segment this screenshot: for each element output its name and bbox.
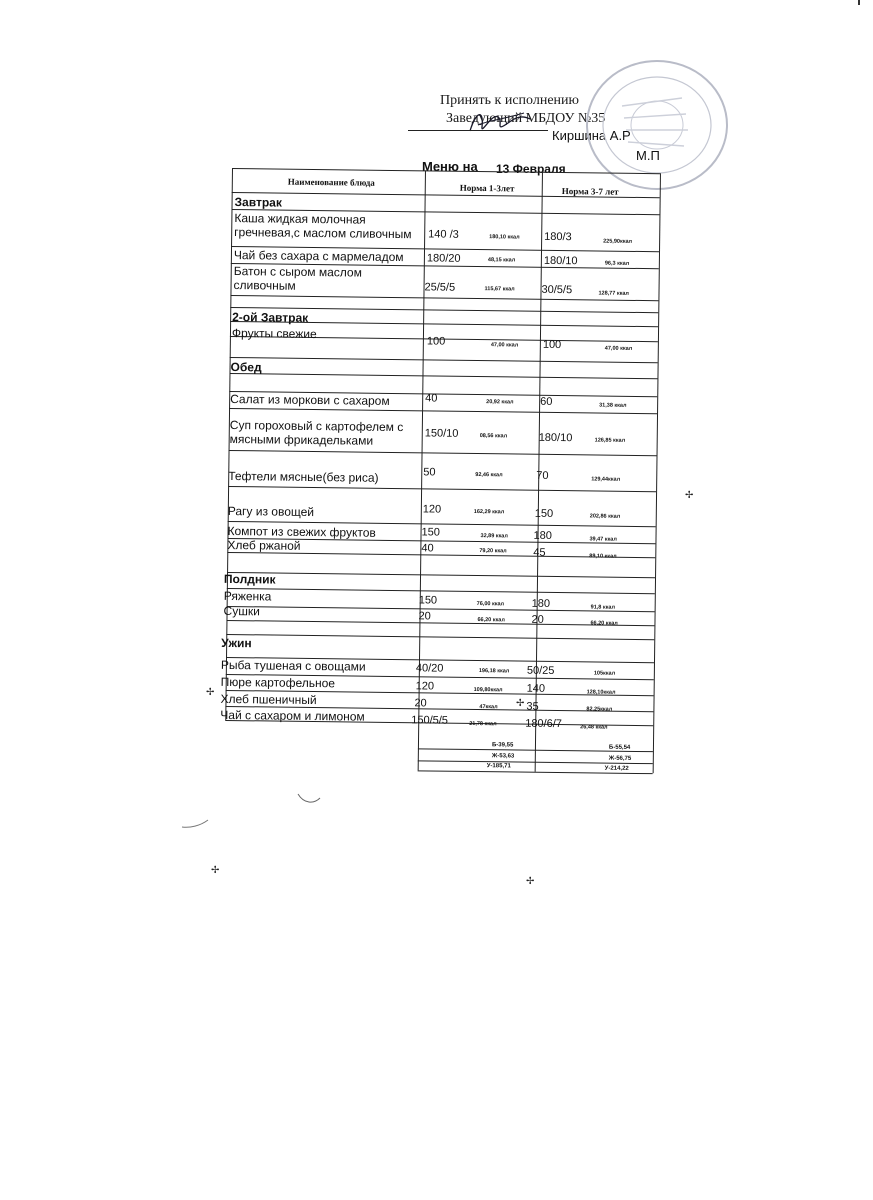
section-title-snack: Полдник bbox=[223, 571, 276, 587]
dish-kcal-young: 20,92 ккал bbox=[486, 399, 514, 406]
dish-name: Компот из свежих фруктов bbox=[227, 523, 376, 540]
dish-name: Хлеб ржаной bbox=[227, 537, 301, 553]
dish-name: Каша жидкая молочная гречневая,с маслом сливочным bbox=[234, 211, 412, 242]
margin-mark: ✢ bbox=[685, 490, 694, 501]
dish-kcal-old: 47,00 ккал bbox=[604, 345, 633, 352]
section-title-lunch: Обед bbox=[230, 359, 262, 375]
dish-portion-old: 20 bbox=[531, 613, 544, 626]
margin-mark: ✢ bbox=[211, 865, 220, 876]
dish-kcal-young: 47,00 ккал bbox=[490, 342, 519, 349]
dish-portion-old: 180/10 bbox=[543, 254, 578, 268]
dish-name: Хлеб пшеничный bbox=[220, 691, 317, 708]
dish-kcal-old: 91,8 ккал bbox=[590, 604, 615, 611]
section-title-dinner: Ужин bbox=[221, 635, 252, 651]
menu-date: 13 Февраля bbox=[496, 162, 566, 176]
dish-portion-old: 150 bbox=[534, 507, 554, 520]
dish-portion-old: 35 bbox=[526, 700, 539, 713]
total-protein-old: Б-55,54 bbox=[608, 744, 631, 751]
dish-kcal-old: 225,90ккал bbox=[603, 238, 633, 245]
dish-kcal-young: 21,78 ккал bbox=[469, 720, 497, 728]
dish-portion-young: 20 bbox=[418, 610, 431, 623]
dish-kcal-old: 82,25ккал bbox=[586, 706, 613, 713]
margin-mark: ✢ bbox=[526, 876, 535, 887]
handwritten-signature bbox=[464, 105, 534, 137]
dish-name: Чай без сахара с мармеладом bbox=[233, 248, 404, 265]
dish-portion-young: 150/5/5 bbox=[411, 714, 449, 727]
dish-portion-old: 60 bbox=[540, 395, 553, 408]
dish-kcal-old: 89,10 ккал bbox=[589, 553, 617, 560]
dish-name: Суп гороховый с картофелем с мясными фрикадельками bbox=[229, 417, 404, 448]
dish-portion-old: 180/10 bbox=[538, 431, 573, 445]
dish-name: Рыба тушеная с овощами bbox=[220, 657, 366, 674]
dish-kcal-old: 202,86 ккал bbox=[589, 513, 621, 520]
total-carbs-young: У-185,71 bbox=[486, 763, 511, 770]
dish-portion-young: 25/5/5 bbox=[424, 281, 456, 294]
dish-kcal-young: 32,89 ккал bbox=[480, 533, 508, 540]
dish-portion-old: 180/6/7 bbox=[525, 717, 563, 731]
margin-mark bbox=[296, 792, 322, 806]
approver-name: Киршина А.Р bbox=[552, 128, 631, 143]
dish-name: Тефтели мясные(без риса) bbox=[228, 468, 379, 485]
dish-kcal-young: 162,29 ккал bbox=[473, 508, 505, 516]
scan-edge-mark bbox=[858, 0, 860, 5]
signature-line bbox=[408, 130, 548, 131]
seal-place-label: М.П bbox=[636, 148, 660, 163]
section-title-second-breakfast: 2-ой Завтрак bbox=[232, 310, 309, 325]
dish-kcal-young: 92,46 ккал bbox=[475, 471, 503, 479]
total-protein-young: Б-39,55 bbox=[491, 742, 514, 749]
dish-portion-old: 70 bbox=[536, 469, 549, 482]
dish-name: Сушки bbox=[223, 603, 260, 619]
column-header-dish: Наименование блюда bbox=[287, 176, 375, 188]
dish-portion-young: 120 bbox=[415, 680, 435, 693]
dish-kcal-young: 180,10 ккал bbox=[489, 234, 520, 241]
total-fat-young: Ж-53,63 bbox=[491, 753, 515, 760]
dish-portion-young: 100 bbox=[426, 335, 446, 348]
dish-kcal-young: 08,56 ккал bbox=[479, 433, 508, 440]
dish-portion-old: 180 bbox=[531, 597, 551, 610]
menu-title: Меню на bbox=[422, 159, 478, 174]
dish-kcal-old: 26,48 ккал bbox=[580, 724, 608, 731]
dish-kcal-young: 48,15 ккал bbox=[487, 257, 516, 264]
menu-table bbox=[220, 168, 664, 774]
dish-portion-old: 140 bbox=[526, 682, 546, 695]
dish-kcal-young: 109,80ккал bbox=[473, 686, 503, 694]
dish-kcal-old: 39,47 ккал bbox=[589, 536, 617, 543]
dish-portion-young: 150 bbox=[421, 526, 440, 539]
total-fat-old: Ж-56,75 bbox=[608, 755, 632, 762]
dish-kcal-young: 66,20 ккал bbox=[477, 617, 505, 624]
dish-kcal-old: 129,44ккал bbox=[591, 476, 621, 483]
dish-name: Чай с сахаром и лимоном bbox=[220, 707, 365, 724]
dish-portion-old: 45 bbox=[533, 546, 546, 559]
dish-portion-old: 50/25 bbox=[526, 664, 555, 677]
dish-portion-old: 180 bbox=[533, 529, 552, 542]
dish-portion-young: 120 bbox=[422, 503, 442, 516]
dish-kcal-old: 96,3 ккал bbox=[604, 260, 630, 267]
dish-kcal-young: 76,00 ккал bbox=[476, 601, 505, 608]
dish-portion-young: 150/10 bbox=[424, 427, 459, 440]
dish-kcal-young: 115,67 ккал bbox=[484, 286, 515, 293]
dish-portion-old: 180/3 bbox=[544, 230, 572, 244]
dish-name: Салат из моркови с сахаром bbox=[230, 391, 390, 408]
margin-mark: ✢ bbox=[206, 687, 215, 698]
dish-kcal-old: 126,85 ккал bbox=[594, 437, 626, 444]
dish-kcal-young: 79,20 ккал bbox=[479, 548, 507, 555]
dish-portion-young: 40 bbox=[425, 392, 438, 405]
dish-portion-young: 50 bbox=[423, 466, 436, 479]
dish-portion-young: 180/20 bbox=[426, 252, 461, 265]
dish-portion-young: 150 bbox=[418, 594, 438, 607]
dish-kcal-old: 128,10ккал bbox=[586, 689, 616, 696]
margin-mark: ✢ bbox=[516, 698, 525, 709]
dish-kcal-young: 47ккал bbox=[479, 704, 498, 711]
dish-kcal-old: 105ккал bbox=[593, 670, 616, 677]
approval-line-1: Принять к исполнению bbox=[440, 93, 579, 108]
column-header-norm-1-3: Норма 1-3лет bbox=[459, 182, 515, 194]
dish-portion-young: 140 /3 bbox=[428, 228, 459, 241]
dish-name: Ряженка bbox=[223, 588, 272, 604]
dish-kcal-old: 31,38 ккал bbox=[599, 402, 627, 409]
dish-name: Батон с сыром маслом сливочным bbox=[233, 264, 362, 293]
dish-kcal-young: 196,18 ккал bbox=[478, 668, 510, 675]
dish-portion-old: 100 bbox=[542, 338, 562, 352]
dish-portion-young: 40 bbox=[421, 542, 434, 555]
dish-kcal-old: 128,77 ккал bbox=[598, 290, 629, 297]
dish-kcal-old: 66,20 ккал bbox=[590, 620, 618, 627]
section-title-breakfast: Завтрак bbox=[234, 195, 282, 210]
dish-name: Рагу из овощей bbox=[227, 503, 315, 520]
column-header-norm-3-7: Норма 3-7 лет bbox=[561, 186, 619, 197]
approval-line-2: Заведующий МБДОУ №35 bbox=[446, 111, 606, 126]
dish-portion-old: 30/5/5 bbox=[541, 283, 573, 297]
dish-name: Фрукты свежие bbox=[231, 326, 317, 342]
total-carbs-old: У-214,22 bbox=[604, 765, 629, 772]
dish-portion-young: 40/20 bbox=[415, 662, 444, 675]
margin-mark bbox=[180, 818, 210, 830]
dish-name: Пюре картофельное bbox=[220, 674, 336, 691]
dish-portion-young: 20 bbox=[414, 697, 427, 710]
